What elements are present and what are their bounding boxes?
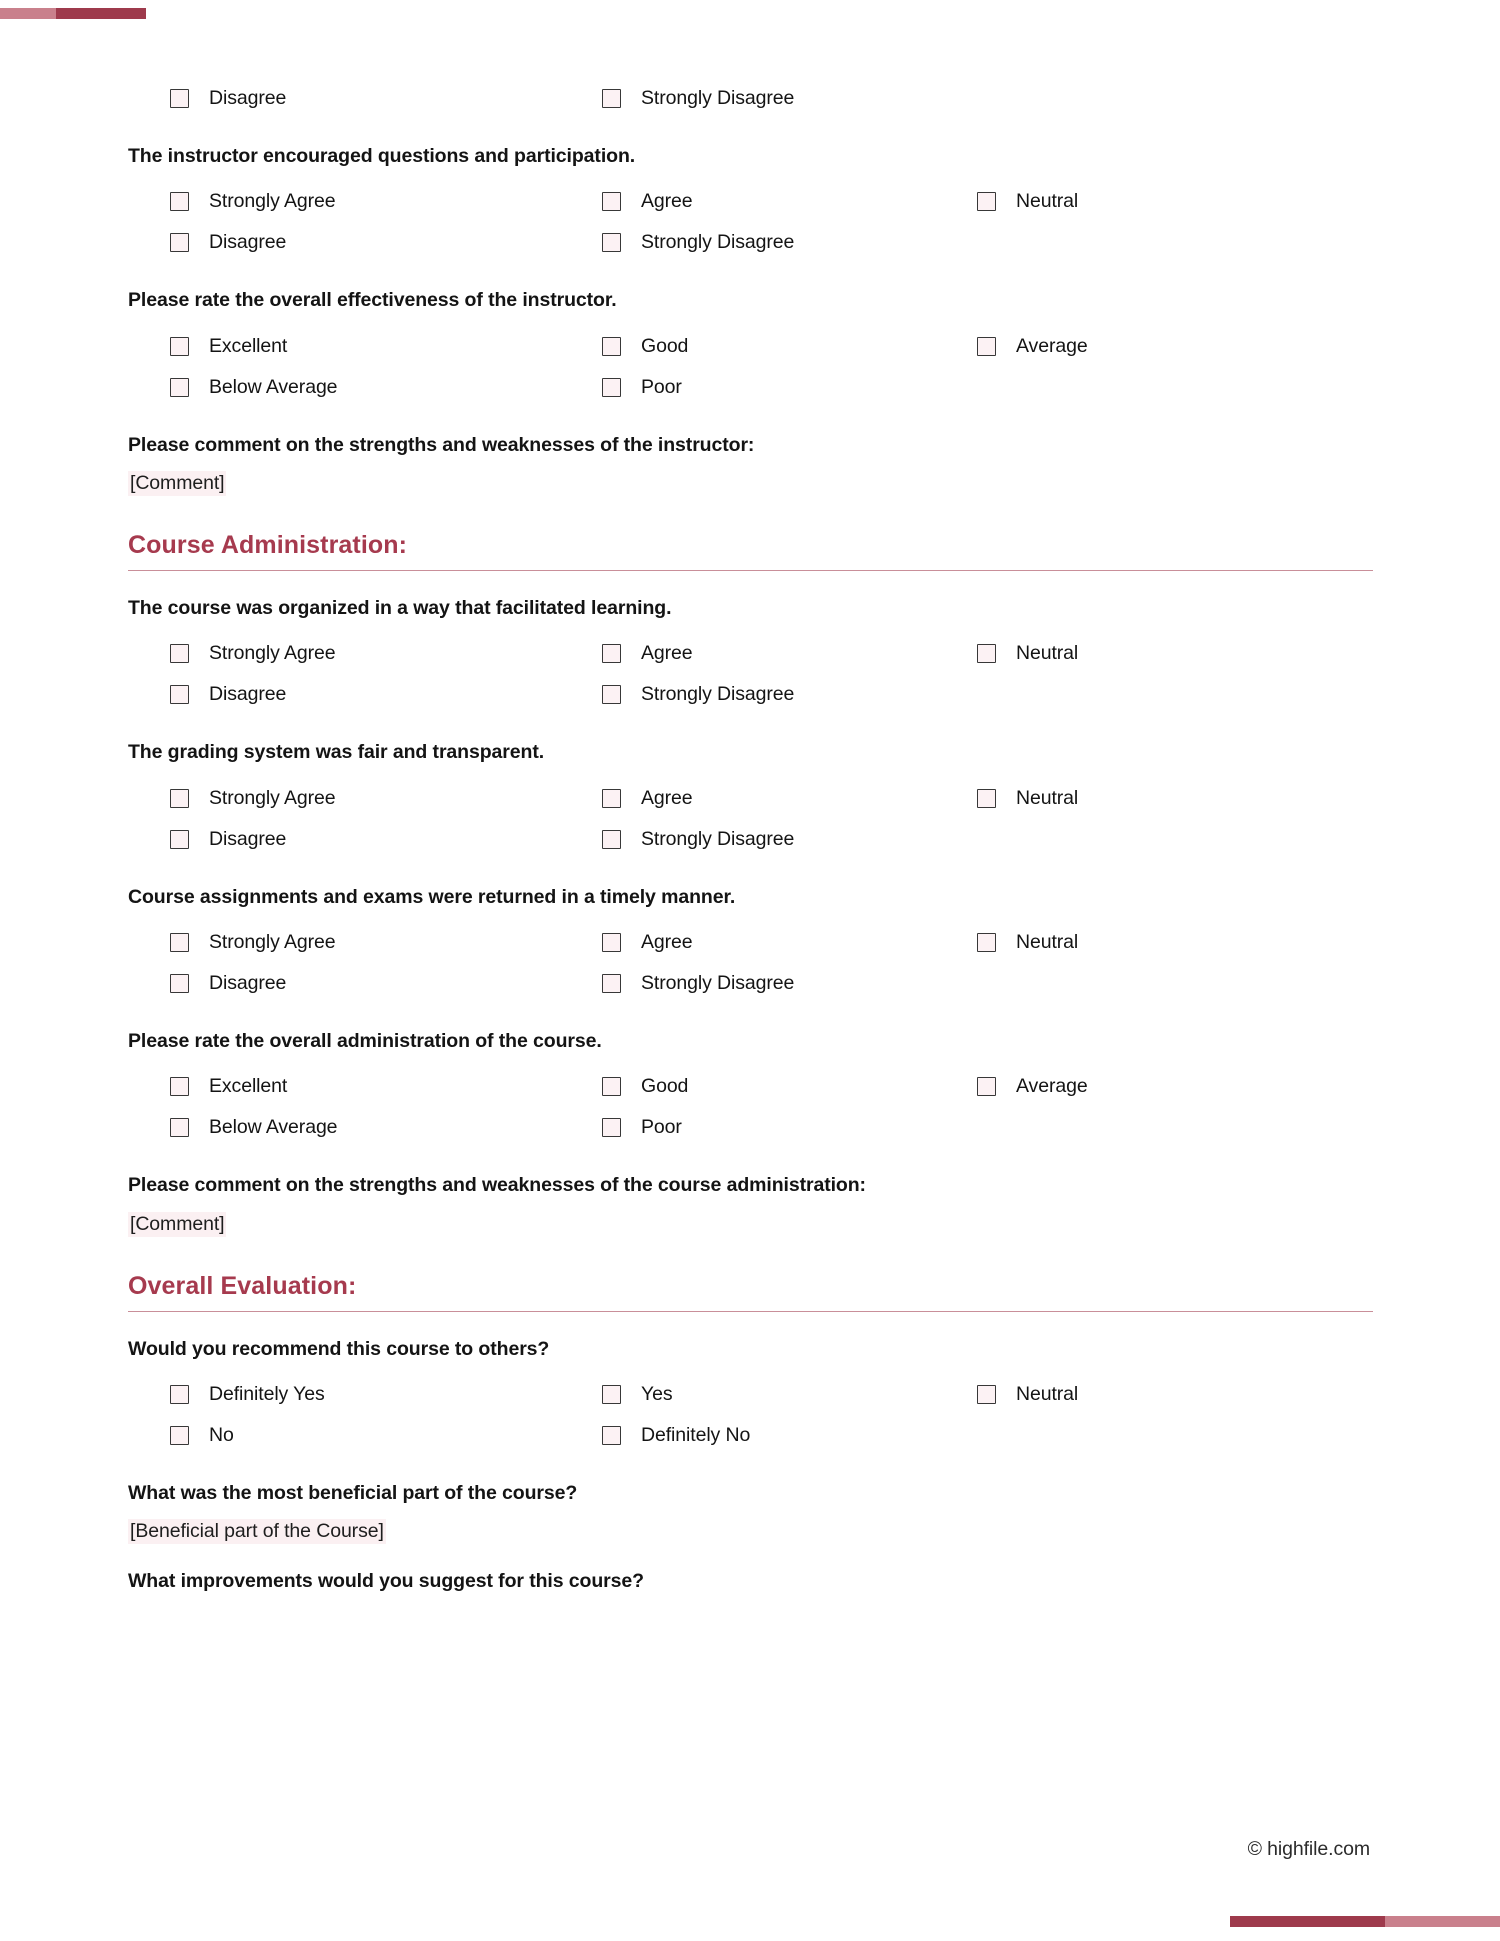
option-course-organized-strongly-disagree[interactable] bbox=[602, 683, 977, 706]
option-label: Disagree bbox=[209, 683, 287, 706]
answer-placeholder[interactable]: [Comment] bbox=[130, 1212, 225, 1235]
question-text: Please comment on the strengths and weaknesses of the course administration: bbox=[128, 1174, 866, 1197]
option-assignments-timely-strongly-disagree[interactable] bbox=[602, 972, 977, 995]
option-label: Strongly Disagree bbox=[641, 231, 795, 254]
option-label: Excellent bbox=[209, 1075, 288, 1098]
question-text: Would you recommend this course to others? bbox=[128, 1337, 550, 1360]
checkbox-icon[interactable] bbox=[977, 192, 996, 211]
option-label: Poor bbox=[641, 375, 682, 398]
option-label: Definitely Yes bbox=[209, 1382, 325, 1405]
option-row bbox=[128, 633, 1373, 674]
checkbox-icon[interactable] bbox=[602, 933, 621, 952]
question-text: The instructor encouraged questions and participation. bbox=[128, 145, 636, 167]
option-course-organized-strongly-agree[interactable] bbox=[128, 642, 602, 665]
option-recommend-course-yes[interactable] bbox=[602, 1383, 977, 1406]
option-label: No bbox=[209, 1423, 234, 1446]
checkbox-icon[interactable] bbox=[170, 337, 189, 356]
checkbox-icon[interactable] bbox=[170, 830, 189, 849]
section-heading: Overall Evaluation: bbox=[128, 1271, 357, 1300]
option-row bbox=[128, 367, 1373, 408]
option-label: Disagree bbox=[209, 87, 287, 109]
option-course-organized-agree[interactable] bbox=[602, 642, 977, 665]
option-group bbox=[128, 922, 1373, 1004]
checkbox-icon[interactable] bbox=[170, 233, 189, 252]
option-group bbox=[128, 326, 1373, 408]
question-text: Please rate the overall administration of the course. bbox=[128, 1029, 602, 1052]
question-block-assignments-timely bbox=[128, 884, 1373, 1004]
option-row bbox=[128, 963, 1373, 1004]
option-row bbox=[128, 922, 1373, 963]
form-content bbox=[128, 0, 1373, 1594]
option-label: Agree bbox=[641, 930, 693, 953]
question-text: Course assignments and exams were returned in a timely manner. bbox=[128, 885, 736, 908]
option-overall-administration-below-average[interactable] bbox=[128, 1116, 602, 1139]
option-label: Below Average bbox=[209, 1116, 338, 1139]
option-label: Average bbox=[1016, 1075, 1088, 1098]
checkbox-icon[interactable] bbox=[170, 89, 189, 108]
option-label: Strongly Agree bbox=[209, 786, 336, 809]
option-label: Neutral bbox=[1016, 190, 1079, 213]
question-block-most-beneficial bbox=[128, 1480, 1373, 1544]
checkbox-icon[interactable] bbox=[170, 378, 189, 397]
option-assignments-timely-disagree[interactable] bbox=[128, 972, 602, 995]
option-recommend-course-definitely-yes[interactable] bbox=[128, 1383, 602, 1406]
option-label: Strongly Agree bbox=[209, 190, 336, 213]
checkbox-icon[interactable] bbox=[170, 685, 189, 704]
option-label: Strongly Disagree bbox=[641, 683, 795, 706]
option-label: Strongly Agree bbox=[209, 642, 336, 665]
answer-field-instructor-comment[interactable] bbox=[128, 471, 1373, 496]
option-assignments-timely-agree[interactable] bbox=[602, 931, 977, 954]
option-label: Good bbox=[641, 334, 689, 357]
option-label: Strongly Disagree bbox=[641, 87, 795, 109]
option-group bbox=[128, 778, 1373, 860]
section-heading: Course Administration: bbox=[128, 530, 408, 559]
option-label: Neutral bbox=[1016, 1382, 1079, 1405]
option-recommend-course-no[interactable] bbox=[128, 1424, 602, 1447]
option-group bbox=[128, 633, 1373, 715]
answer-placeholder[interactable]: [Beneficial part of the Course] bbox=[130, 1520, 384, 1543]
option-overall-administration-poor[interactable] bbox=[602, 1116, 977, 1139]
option-label: Average bbox=[1016, 334, 1088, 357]
checkbox-icon[interactable] bbox=[170, 974, 189, 993]
option-grading-fair-neutral[interactable] bbox=[977, 787, 1277, 810]
section-course-administration bbox=[128, 530, 1373, 571]
option-instructor-encouraged-questions-neutral[interactable] bbox=[977, 190, 1277, 213]
option-row bbox=[128, 1374, 1373, 1415]
option-grading-fair-agree[interactable] bbox=[602, 787, 977, 810]
option-overall-administration-average[interactable] bbox=[977, 1075, 1277, 1098]
option-row bbox=[128, 778, 1373, 819]
answer-field-most-beneficial[interactable] bbox=[128, 1519, 1373, 1544]
option-label: Neutral bbox=[1016, 930, 1079, 953]
decorative-bar-bottom bbox=[1230, 1916, 1500, 1927]
option-grading-fair-strongly-disagree[interactable] bbox=[602, 828, 977, 851]
checkbox-icon[interactable] bbox=[602, 644, 621, 663]
checkbox-icon[interactable] bbox=[602, 1385, 621, 1404]
option-continued-strongly-disagree[interactable] bbox=[602, 87, 977, 110]
option-label: Strongly Disagree bbox=[641, 971, 795, 994]
option-label: Agree bbox=[641, 786, 693, 809]
option-label: Good bbox=[641, 1075, 689, 1098]
section-overall-evaluation bbox=[128, 1271, 1373, 1312]
question-block-instructor-encouraged-questions bbox=[128, 143, 1373, 263]
option-label: Disagree bbox=[209, 971, 287, 994]
option-label: Below Average bbox=[209, 375, 338, 398]
answer-field-administration-comment[interactable] bbox=[128, 1212, 1373, 1237]
continued-options-row bbox=[128, 12, 1373, 119]
checkbox-icon[interactable] bbox=[170, 1077, 189, 1096]
option-assignments-timely-neutral[interactable] bbox=[977, 931, 1277, 954]
option-instructor-overall-effectiveness-below-average[interactable] bbox=[128, 376, 602, 399]
option-label: Definitely No bbox=[641, 1423, 751, 1446]
option-overall-administration-excellent[interactable] bbox=[128, 1075, 602, 1098]
checkbox-icon[interactable] bbox=[170, 1118, 189, 1137]
option-row bbox=[128, 1415, 1373, 1456]
checkbox-icon[interactable] bbox=[602, 830, 621, 849]
checkbox-icon[interactable] bbox=[602, 1426, 621, 1445]
option-label: Neutral bbox=[1016, 786, 1079, 809]
option-label: Strongly Agree bbox=[209, 930, 336, 953]
option-group bbox=[128, 181, 1373, 263]
checkbox-icon[interactable] bbox=[977, 337, 996, 356]
option-grading-fair-strongly-agree[interactable] bbox=[128, 787, 602, 810]
checkbox-icon[interactable] bbox=[977, 1077, 996, 1096]
option-row bbox=[128, 181, 1373, 222]
section-divider bbox=[128, 1311, 1373, 1312]
option-grading-fair-disagree[interactable] bbox=[128, 828, 602, 851]
option-instructor-overall-effectiveness-good[interactable] bbox=[602, 335, 977, 358]
checkbox-icon[interactable] bbox=[977, 789, 996, 808]
answer-placeholder[interactable]: [Comment] bbox=[130, 471, 225, 494]
checkbox-icon[interactable] bbox=[170, 789, 189, 808]
checkbox-icon[interactable] bbox=[602, 337, 621, 356]
option-label: Strongly Disagree bbox=[641, 827, 795, 850]
option-label: Yes bbox=[641, 1382, 673, 1405]
question-text: Please rate the overall effectiveness of the instructor. bbox=[128, 289, 617, 312]
checkbox-icon[interactable] bbox=[602, 789, 621, 808]
question-block-suggested-improvements bbox=[128, 1568, 1373, 1594]
checkbox-icon[interactable] bbox=[602, 89, 621, 108]
section-divider bbox=[128, 570, 1373, 571]
option-recommend-course-definitely-no[interactable] bbox=[602, 1424, 977, 1447]
option-label: Agree bbox=[641, 190, 693, 213]
option-assignments-timely-strongly-agree[interactable] bbox=[128, 931, 602, 954]
checkbox-icon[interactable] bbox=[602, 685, 621, 704]
question-text: What improvements would you suggest for this course? bbox=[128, 1570, 644, 1593]
checkbox-icon[interactable] bbox=[602, 233, 621, 252]
decorative-bar-top bbox=[0, 8, 146, 19]
option-overall-administration-good[interactable] bbox=[602, 1075, 977, 1098]
option-label: Disagree bbox=[209, 231, 287, 254]
option-row bbox=[128, 674, 1373, 715]
footer-copyright: © highfile.com bbox=[1247, 1838, 1370, 1860]
option-row bbox=[128, 1066, 1373, 1107]
question-block-instructor-overall-effectiveness bbox=[128, 287, 1373, 407]
option-row bbox=[128, 1107, 1373, 1148]
option-instructor-encouraged-questions-strongly-agree[interactable] bbox=[128, 190, 602, 213]
checkbox-icon[interactable] bbox=[602, 378, 621, 397]
option-row bbox=[128, 326, 1373, 367]
option-course-organized-neutral[interactable] bbox=[977, 642, 1277, 665]
decorative-bar-top-light-segment bbox=[0, 8, 56, 19]
option-course-organized-disagree[interactable] bbox=[128, 683, 602, 706]
decorative-bar-bottom-dark-segment bbox=[1230, 1916, 1385, 1927]
checkbox-icon[interactable] bbox=[170, 644, 189, 663]
option-label: Excellent bbox=[209, 334, 288, 357]
option-instructor-overall-effectiveness-poor[interactable] bbox=[602, 376, 977, 399]
checkbox-icon[interactable] bbox=[170, 1426, 189, 1445]
checkbox-icon[interactable] bbox=[602, 192, 621, 211]
option-instructor-encouraged-questions-agree[interactable] bbox=[602, 190, 977, 213]
question-block-course-organized bbox=[128, 595, 1373, 715]
checkbox-icon[interactable] bbox=[602, 1077, 621, 1096]
option-instructor-encouraged-questions-strongly-disagree[interactable] bbox=[602, 231, 977, 254]
checkbox-icon[interactable] bbox=[977, 1385, 996, 1404]
option-group bbox=[128, 1066, 1373, 1148]
option-row bbox=[128, 222, 1373, 263]
option-row bbox=[128, 78, 1373, 119]
question-block-administration-comment bbox=[128, 1172, 1373, 1236]
question-block-instructor-comment bbox=[128, 432, 1373, 496]
checkbox-icon[interactable] bbox=[602, 1118, 621, 1137]
question-block-recommend-course bbox=[128, 1336, 1373, 1456]
question-text: What was the most beneficial part of the course? bbox=[128, 1481, 578, 1504]
question-block-grading-fair bbox=[128, 739, 1373, 859]
checkbox-icon[interactable] bbox=[977, 644, 996, 663]
question-block-overall-administration bbox=[128, 1028, 1373, 1148]
option-label: Disagree bbox=[209, 827, 287, 850]
question-text: The course was organized in a way that facilitated learning. bbox=[128, 596, 672, 619]
option-label: Poor bbox=[641, 1116, 682, 1139]
option-label: Neutral bbox=[1016, 642, 1079, 665]
option-group bbox=[128, 1374, 1373, 1456]
question-text: Please comment on the strengths and weaknesses of the instructor: bbox=[128, 433, 755, 456]
checkbox-icon[interactable] bbox=[170, 933, 189, 952]
checkbox-icon[interactable] bbox=[602, 974, 621, 993]
option-row bbox=[128, 819, 1373, 860]
option-recommend-course-neutral[interactable] bbox=[977, 1383, 1277, 1406]
option-instructor-overall-effectiveness-excellent[interactable] bbox=[128, 335, 602, 358]
option-label: Agree bbox=[641, 642, 693, 665]
decorative-bar-bottom-light-segment bbox=[1385, 1916, 1500, 1927]
question-text: The grading system was fair and transparent. bbox=[128, 741, 545, 764]
checkbox-icon[interactable] bbox=[170, 1385, 189, 1404]
checkbox-icon[interactable] bbox=[977, 933, 996, 952]
option-instructor-encouraged-questions-disagree[interactable] bbox=[128, 231, 602, 254]
checkbox-icon[interactable] bbox=[170, 192, 189, 211]
option-continued-disagree[interactable] bbox=[128, 87, 602, 110]
option-instructor-overall-effectiveness-average[interactable] bbox=[977, 335, 1277, 358]
